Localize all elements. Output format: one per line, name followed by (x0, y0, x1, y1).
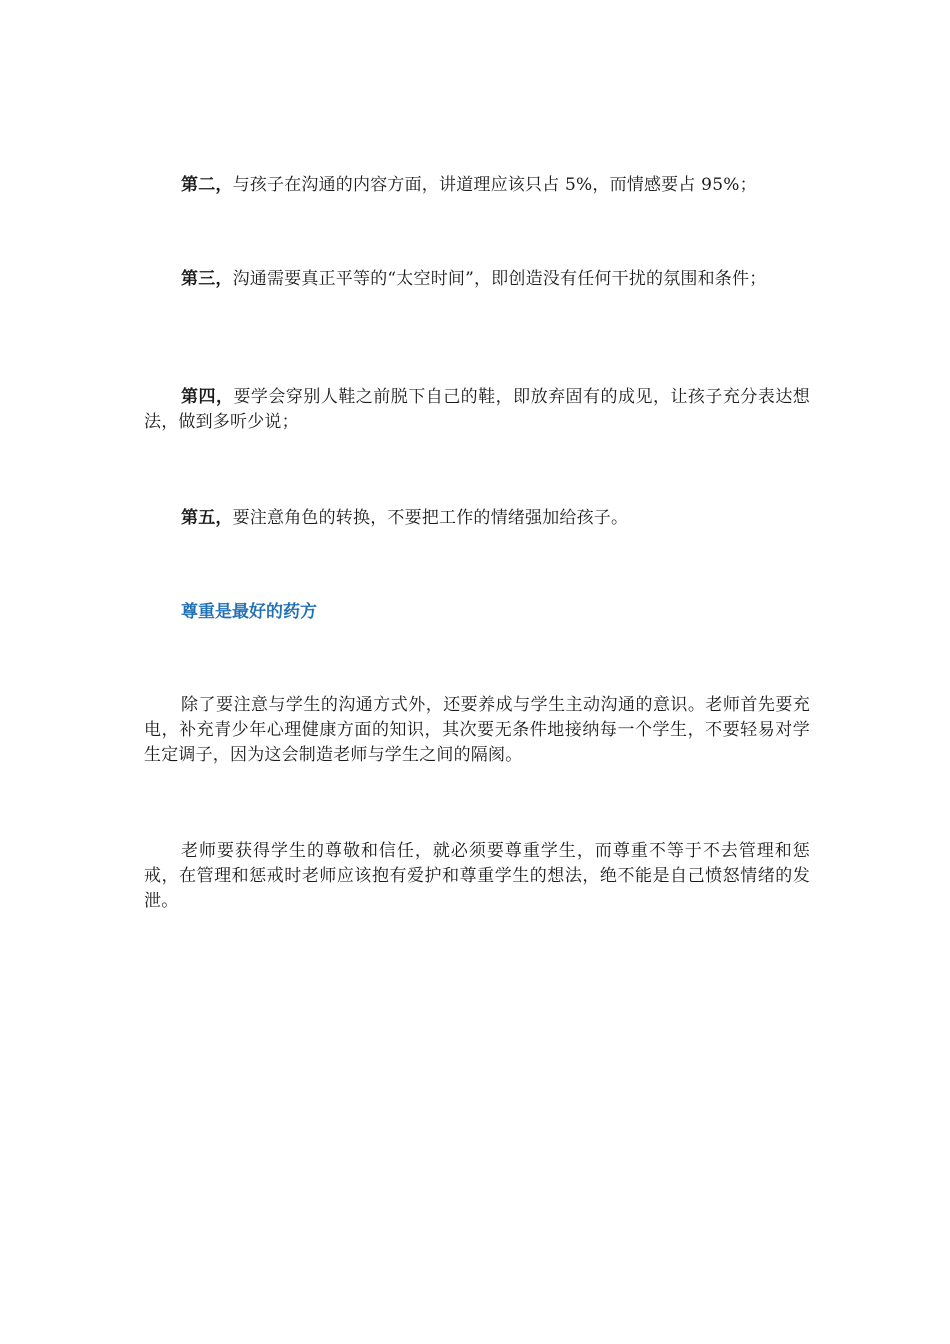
point-lead: 第四， (181, 387, 234, 407)
point-fourth (144, 385, 810, 435)
body-paragraph: 老师要获得学生的尊敬和信任，就必须要尊重学生，而尊重不等于不去管理和惩戒，在管理和惩戒时老师应该抱有爱护和尊重学生的想法，绝不能是自己愤怒情绪的发泄。 (144, 841, 810, 911)
point-lead: 第五， (181, 508, 233, 528)
point-text: 要学会穿别人鞋之前脱下自己的鞋，即放弃固有的成见，让孩子充分表达想法，做到多听少说； (144, 387, 810, 432)
point-second (144, 173, 810, 198)
point-lead: 第三， (181, 269, 233, 289)
point-third (144, 267, 810, 292)
point-text: 要注意角色的转换，不要把工作的情绪强加给孩子。 (232, 508, 629, 528)
point-text: 与孩子在沟通的内容方面，讲道理应该只占 5%，而情感要占 95%； (232, 175, 757, 195)
point-lead: 第二， (181, 175, 233, 195)
body-paragraph: 除了要注意与学生的沟通方式外，还要养成与学生主动沟通的意识。老师首先要充电，补充青少年心理健康方面的知识，其次要无条件地接纳每一个学生，不要轻易对学生定调子，因为这会制造老师与学生之间的隔阂。 (144, 695, 810, 765)
point-fifth (144, 506, 810, 531)
section-heading: 尊重是最好的药方 (181, 602, 317, 622)
point-text: 沟通需要真正平等的“太空时间”，即创造没有任何干扰的氛围和条件； (232, 269, 767, 289)
